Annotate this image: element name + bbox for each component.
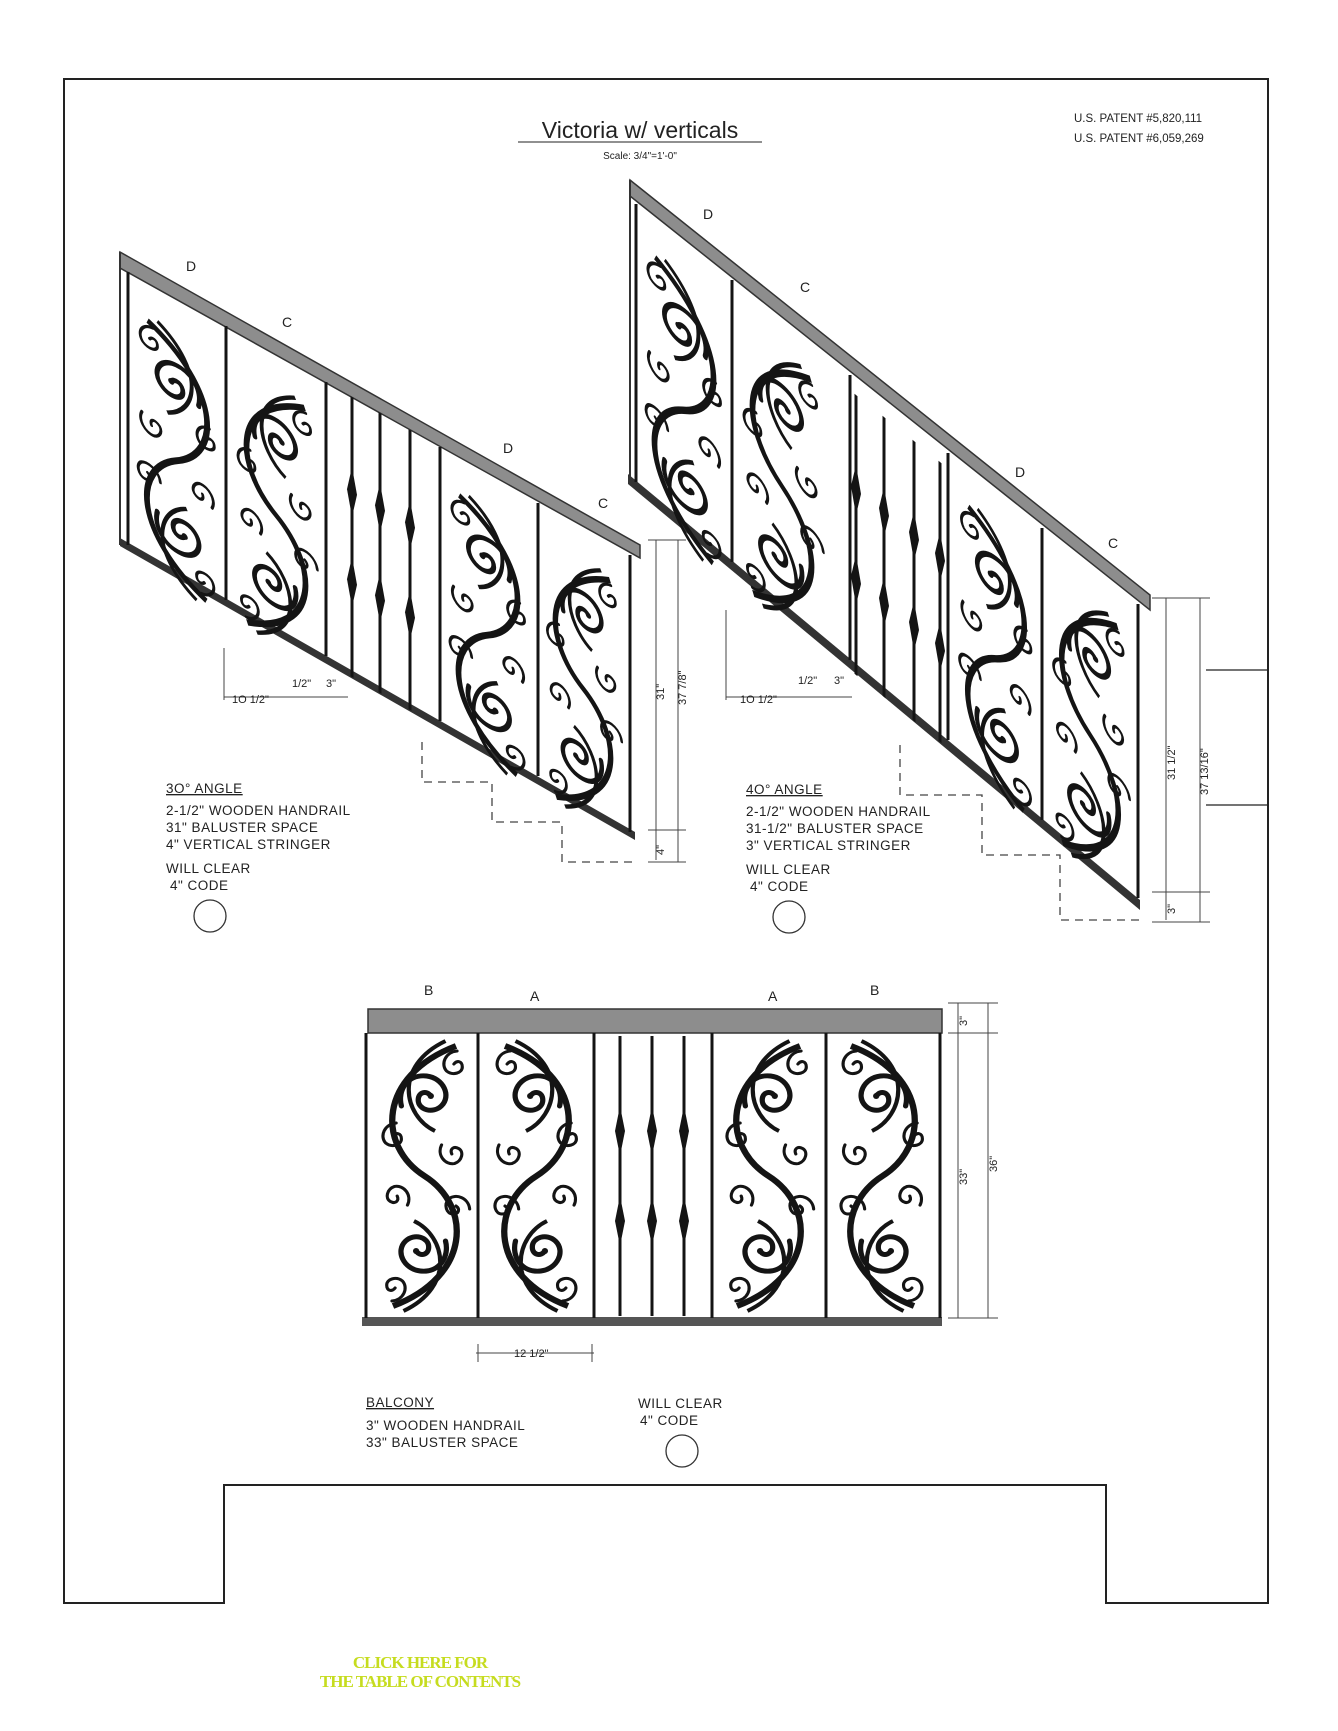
- panel-label-d-2: D: [503, 440, 515, 456]
- dim-stringer-40: 3": [1166, 903, 1178, 914]
- balcony-title: BALCONY: [366, 1395, 435, 1410]
- handrail-balcony: [368, 1009, 942, 1033]
- balcony-spec-2: 33" BALUSTER SPACE: [366, 1435, 519, 1450]
- spec-30-1: 2-1/2" WOODEN HANDRAIL: [166, 803, 351, 818]
- patent-2: U.S. PATENT #6,059,269: [1074, 133, 1204, 145]
- spec-40-1: 2-1/2" WOODEN HANDRAIL: [746, 804, 931, 819]
- dim-half-40: 1/2": [798, 675, 818, 687]
- panel-label-b-1: B: [424, 982, 435, 998]
- spec-30-3: 4" VERTICAL STRINGER: [166, 837, 331, 852]
- dim-stringer-30: 4": [655, 844, 667, 855]
- clear-40-2: 4" CODE: [750, 879, 809, 894]
- panel-label-c-3: C: [800, 279, 812, 295]
- panel-label-a-1: A: [530, 988, 541, 1004]
- dim-three-40: 3": [834, 675, 845, 687]
- toc-line-2: THE TABLE OF CONTENTS: [319, 1672, 521, 1691]
- angle-40: 4O° ANGLE: [746, 782, 823, 797]
- dim-total-40: 37 13/16": [1199, 748, 1211, 795]
- panel-label-a-2: A: [768, 988, 779, 1004]
- spec-40-2: 31-1/2" BALUSTER SPACE: [746, 821, 924, 836]
- patent-1: U.S. PATENT #5,820,111: [1074, 113, 1203, 125]
- dim-baluster-30: 31": [655, 683, 667, 700]
- dim-width-30: 1O 1/2": [232, 694, 269, 706]
- scale-note: Scale: 3/4"=1'-0": [603, 151, 677, 162]
- dim-three-30: 3": [326, 678, 337, 690]
- balcony-railing: [362, 1003, 998, 1362]
- panel-label-d-1: D: [186, 258, 198, 274]
- clear-30-1: WILL CLEAR: [166, 861, 251, 876]
- balcony-spec-1: 3" WOODEN HANDRAIL: [366, 1418, 526, 1433]
- dim-baluster-40: 31 1/2": [1166, 745, 1178, 780]
- stair-40-railing: [628, 180, 1268, 922]
- dim-total-balcony: 36": [988, 1155, 1000, 1172]
- panel-label-d-3: D: [703, 206, 715, 222]
- bottom-rail-balcony: [362, 1317, 942, 1326]
- dim-rail-balcony: 3": [958, 1015, 970, 1026]
- spec-40-3: 3" VERTICAL STRINGER: [746, 838, 911, 853]
- code-circle-40: [773, 901, 805, 933]
- spec-30-2: 31" BALUSTER SPACE: [166, 820, 319, 835]
- dim-half-30: 1/2": [292, 678, 312, 690]
- table-of-contents-link[interactable]: [270, 1653, 570, 1691]
- dim-width-balcony: 12 1/2": [514, 1348, 549, 1360]
- panel-label-d-4: D: [1015, 464, 1027, 480]
- panel-label-c-1: C: [282, 314, 294, 330]
- dim-total-30: 37 7/8": [677, 670, 689, 705]
- dim-width-40: 1O 1/2": [740, 694, 777, 706]
- stair-30-railing: [120, 252, 686, 862]
- toc-line-1: CLICK HERE FOR: [352, 1653, 488, 1672]
- code-circle-balcony: [666, 1435, 698, 1467]
- angle-30: 3O° ANGLE: [166, 781, 243, 796]
- dim-baluster-balcony: 33": [958, 1168, 970, 1185]
- clear-40-1: WILL CLEAR: [746, 862, 831, 877]
- balcony-clear-1: WILL CLEAR: [638, 1396, 723, 1411]
- clear-30-2: 4" CODE: [170, 878, 229, 893]
- panel-label-c-4: C: [1108, 535, 1120, 551]
- code-circle-30: [194, 900, 226, 932]
- balcony-clear-2: 4" CODE: [640, 1413, 699, 1428]
- panel-label-b-2: B: [870, 982, 881, 998]
- drawing-title: Victoria w/ verticals: [541, 117, 739, 143]
- panel-label-c-2: C: [598, 495, 610, 511]
